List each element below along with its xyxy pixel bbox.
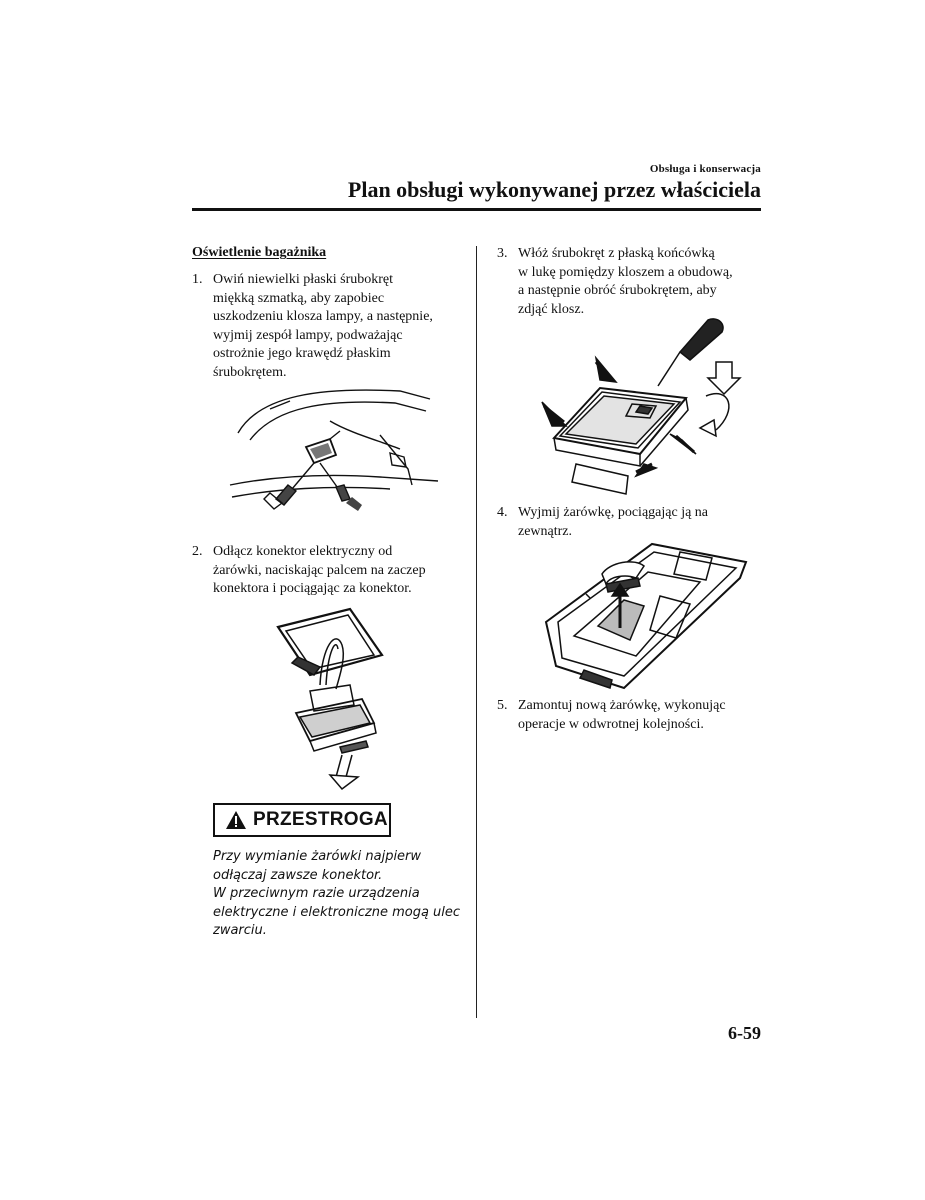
warning-triangle-icon <box>225 810 247 830</box>
step-text: Włóż śrubokręt z płaską końcówką w lukę pomiędzy kloszem a obudową, a następnie obróć śrubokrętem, aby zdjąć klosz. <box>518 246 733 317</box>
caution-label: PRZESTROGA <box>253 809 388 830</box>
step-text: Zamontuj nową żarówkę, wykonując operacje w odwrotnej kolejności. <box>518 698 726 732</box>
page-title: Plan obsługi wykonywanej przez właściciela <box>347 177 761 202</box>
column-divider <box>476 246 477 1018</box>
step-text: Owiń niewielki płaski śrubokręt miękką szmatką, aby zapobiec uszkodzeniu klosza lampy, a następnie, wyjmij zespół lampy, podważając ostrożnie jego krawędź płaskim śrubokrętem. <box>213 272 433 380</box>
step-number: 4. <box>497 505 508 520</box>
page-number: 6-59 <box>728 1023 761 1043</box>
illustration-bulb-removal <box>540 540 750 690</box>
illustration-lens-removal <box>540 318 740 498</box>
illustration-lamp-removal <box>230 385 440 515</box>
step-number: 2. <box>192 544 203 559</box>
step-number: 5. <box>497 698 508 713</box>
illustration-connector-disconnect <box>270 605 390 790</box>
title-rule <box>192 208 761 211</box>
step-text: Odłącz konektor elektryczny od żarówki, naciskając palcem na zaczep konektora i pociągając za konektor. <box>213 544 426 597</box>
step-number: 3. <box>497 246 508 261</box>
caution-text: Przy wymianie żarówki najpierw odłączaj zawsze konektor. W przeciwnym razie urządzenia elektryczne i elektroniczne mogą ulec zwarciu. <box>213 849 461 939</box>
step-text: Wyjmij żarówkę, pociągając ją na zewnątrz. <box>518 505 709 539</box>
section-heading: Oświetlenie bagażnika <box>192 245 327 260</box>
section-label: Obsługa i konserwacja <box>649 163 761 175</box>
step-number: 1. <box>192 272 203 287</box>
caution-box <box>213 803 391 837</box>
